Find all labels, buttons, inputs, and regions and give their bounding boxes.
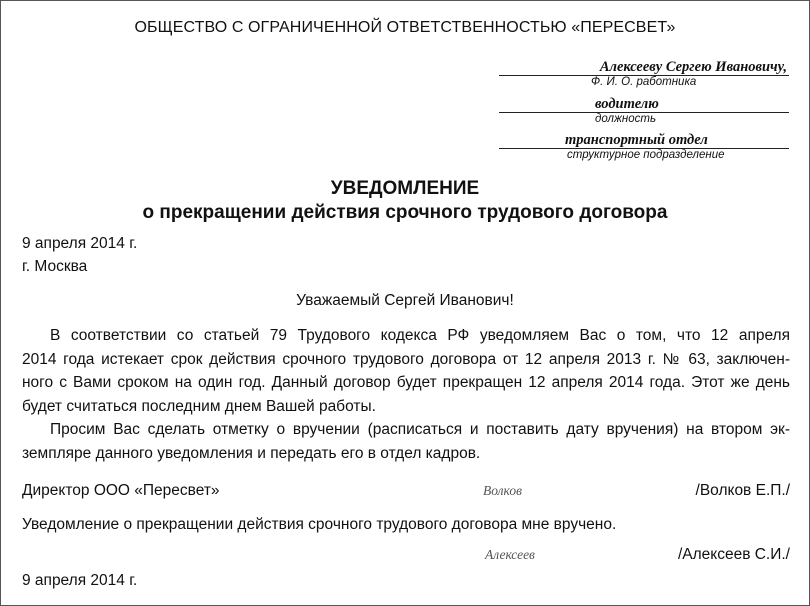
document-title <box>1 177 809 225</box>
body-line: будет считаться последним днем Вашей работы. <box>22 397 376 415</box>
body-line: 2014 года истекает срок действия срочного трудового договора от 12 апреля 2013 г. № 63, заключен- <box>22 350 790 368</box>
notice-body <box>22 324 790 465</box>
body-line: В соответствии со статьей 79 Трудового кодекса РФ уведомляем Вас о том, что 12 апреля <box>50 327 790 344</box>
addressee-department-block <box>499 132 789 162</box>
body-line: ного с Вами сроком на один год. Данный договор будет прекращен 12 апреля 2014 года. Этот же день <box>22 374 790 391</box>
employee-name-caption: Ф. И. О. работника <box>591 76 697 88</box>
employee-department: транспортный отдел <box>499 132 789 149</box>
body-line: земпляре данного уведомления и передать его в отдел кадров. <box>22 444 481 462</box>
document-title-line2: о прекращении действия срочного трудового договора <box>142 202 668 223</box>
employee-handwritten-signature: Алексеев <box>485 547 535 562</box>
organization-name: ОБЩЕСТВО С ОГРАНИЧЕННОЙ ОТВЕТСТВЕННОСТЬЮ «ПЕРЕСВЕТ» <box>134 19 676 36</box>
director-handwritten-signature: Волков <box>483 483 522 498</box>
employee-name: /Алексеев С.И./ <box>677 546 790 563</box>
employee-department-caption: структурное подразделение <box>567 149 725 161</box>
employee-position-caption: должность <box>595 113 656 125</box>
receipt-statement: Уведомление о прекращении действия срочного трудового договора мне вручено. <box>22 516 617 533</box>
director-title: Директор ООО «Пересвет» <box>22 482 220 499</box>
addressee-name-block <box>499 59 789 89</box>
document-title-line1: УВЕДОМЛЕНИЕ <box>330 178 480 199</box>
director-name: /Волков Е.П./ <box>695 482 790 499</box>
employee-full-name: Алексееву Сергею Ивановичу, <box>499 59 789 76</box>
document-date: 9 апреля 2014 г. <box>22 235 138 252</box>
greeting: Уважаемый Сергей Иванович! <box>296 292 514 309</box>
receipt-date: 9 апреля 2014 г. <box>22 572 138 589</box>
document-city: г. Москва <box>22 258 88 275</box>
body-line: Просим Вас сделать отметку о вручении (расписаться и поставить дату вручения) на втором эк- <box>50 421 790 438</box>
employee-position: водителю <box>499 96 789 113</box>
addressee-position-block <box>499 96 789 126</box>
